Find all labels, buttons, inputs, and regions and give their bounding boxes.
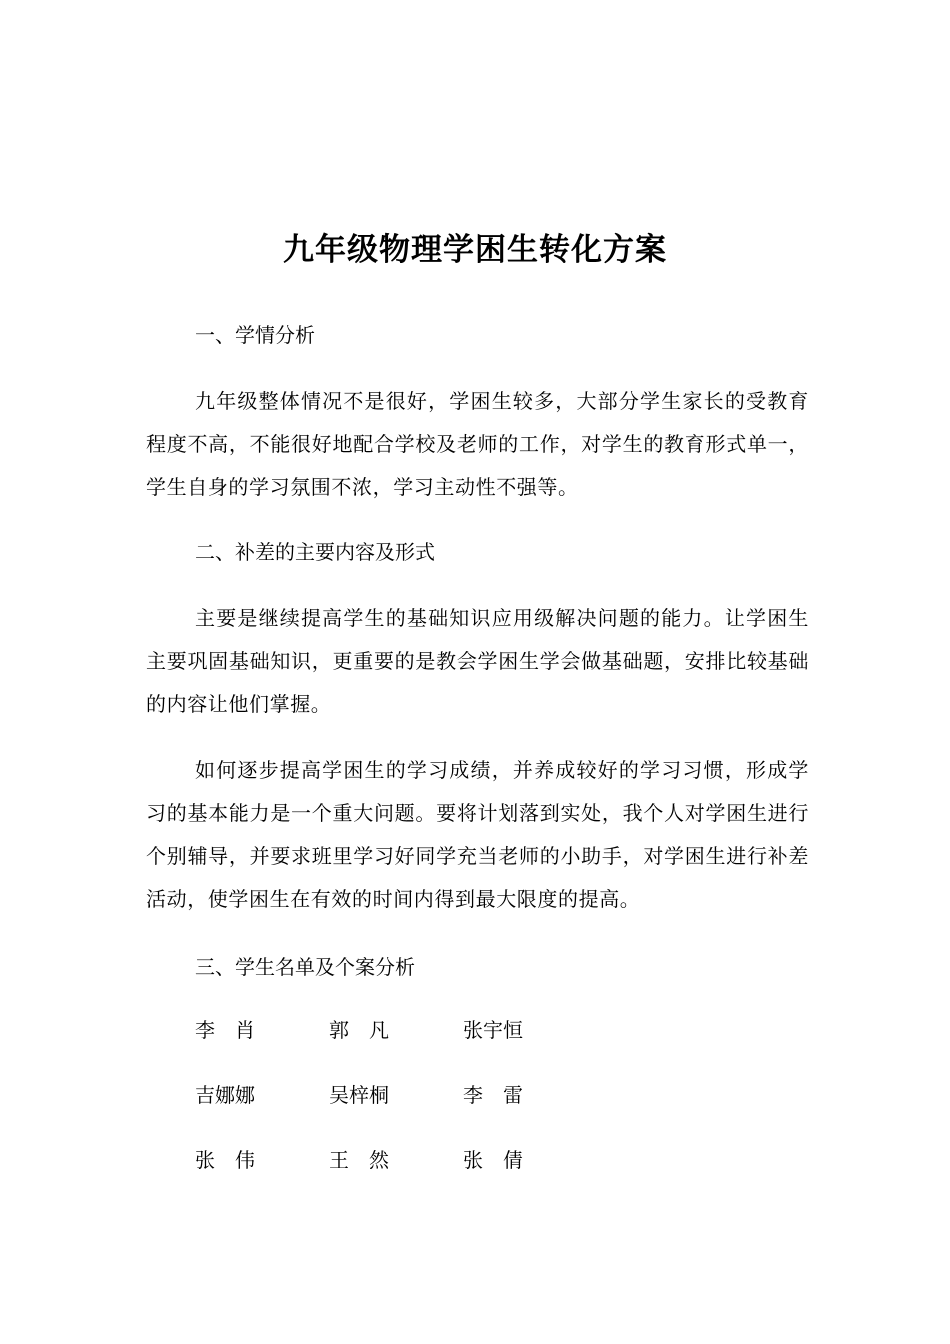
paragraph-analysis: 九年级整体情况不是很好，学困生较多，大部分学生家长的受教育程度不高，不能很好地配合学校及老师的工作，对学生的教育形式单一，学生自身的学习氛围不浓，学习主动性不强等。: [146, 389, 809, 499]
student-name: 张宇恒: [463, 1018, 523, 1042]
student-name-list: [195, 1012, 645, 1207]
document-title: 九年级物理学困生转化方案: [283, 232, 667, 268]
section-heading-students: 三、学生名单及个案分析: [195, 955, 415, 979]
student-name-row: [195, 1077, 645, 1142]
student-name: 张 伟: [195, 1148, 255, 1172]
paragraph-content-2: 如何逐步提高学困生的学习成绩，并养成较好的学习习惯，形成学习的基本能力是一个重大问题。要将计划落到实处，我个人对学困生进行个别辅导，并要求班里学习好同学充当老师的小助手，对学困生进行补差活动，使学困生在有效的时间内得到最大限度的提高。: [146, 758, 809, 911]
student-name: 吴梓桐: [329, 1083, 389, 1107]
student-name-row: [195, 1142, 645, 1207]
student-name-row: [195, 1012, 645, 1077]
student-name: 张 倩: [463, 1148, 523, 1172]
section-heading-analysis: 一、学情分析: [195, 323, 315, 347]
student-name: 王 然: [329, 1148, 389, 1172]
student-name: 吉娜娜: [195, 1083, 255, 1107]
student-name: 郭 凡: [329, 1018, 389, 1042]
student-name: 李 肖: [195, 1018, 255, 1042]
student-name: 李 雷: [463, 1083, 523, 1107]
section-heading-content: 二、补差的主要内容及形式: [195, 540, 435, 564]
paragraph-content-1: 主要是继续提高学生的基础知识应用级解决问题的能力。让学困生主要巩固基础知识，更重要的是教会学困生学会做基础题，安排比较基础的内容让他们掌握。: [146, 606, 809, 716]
